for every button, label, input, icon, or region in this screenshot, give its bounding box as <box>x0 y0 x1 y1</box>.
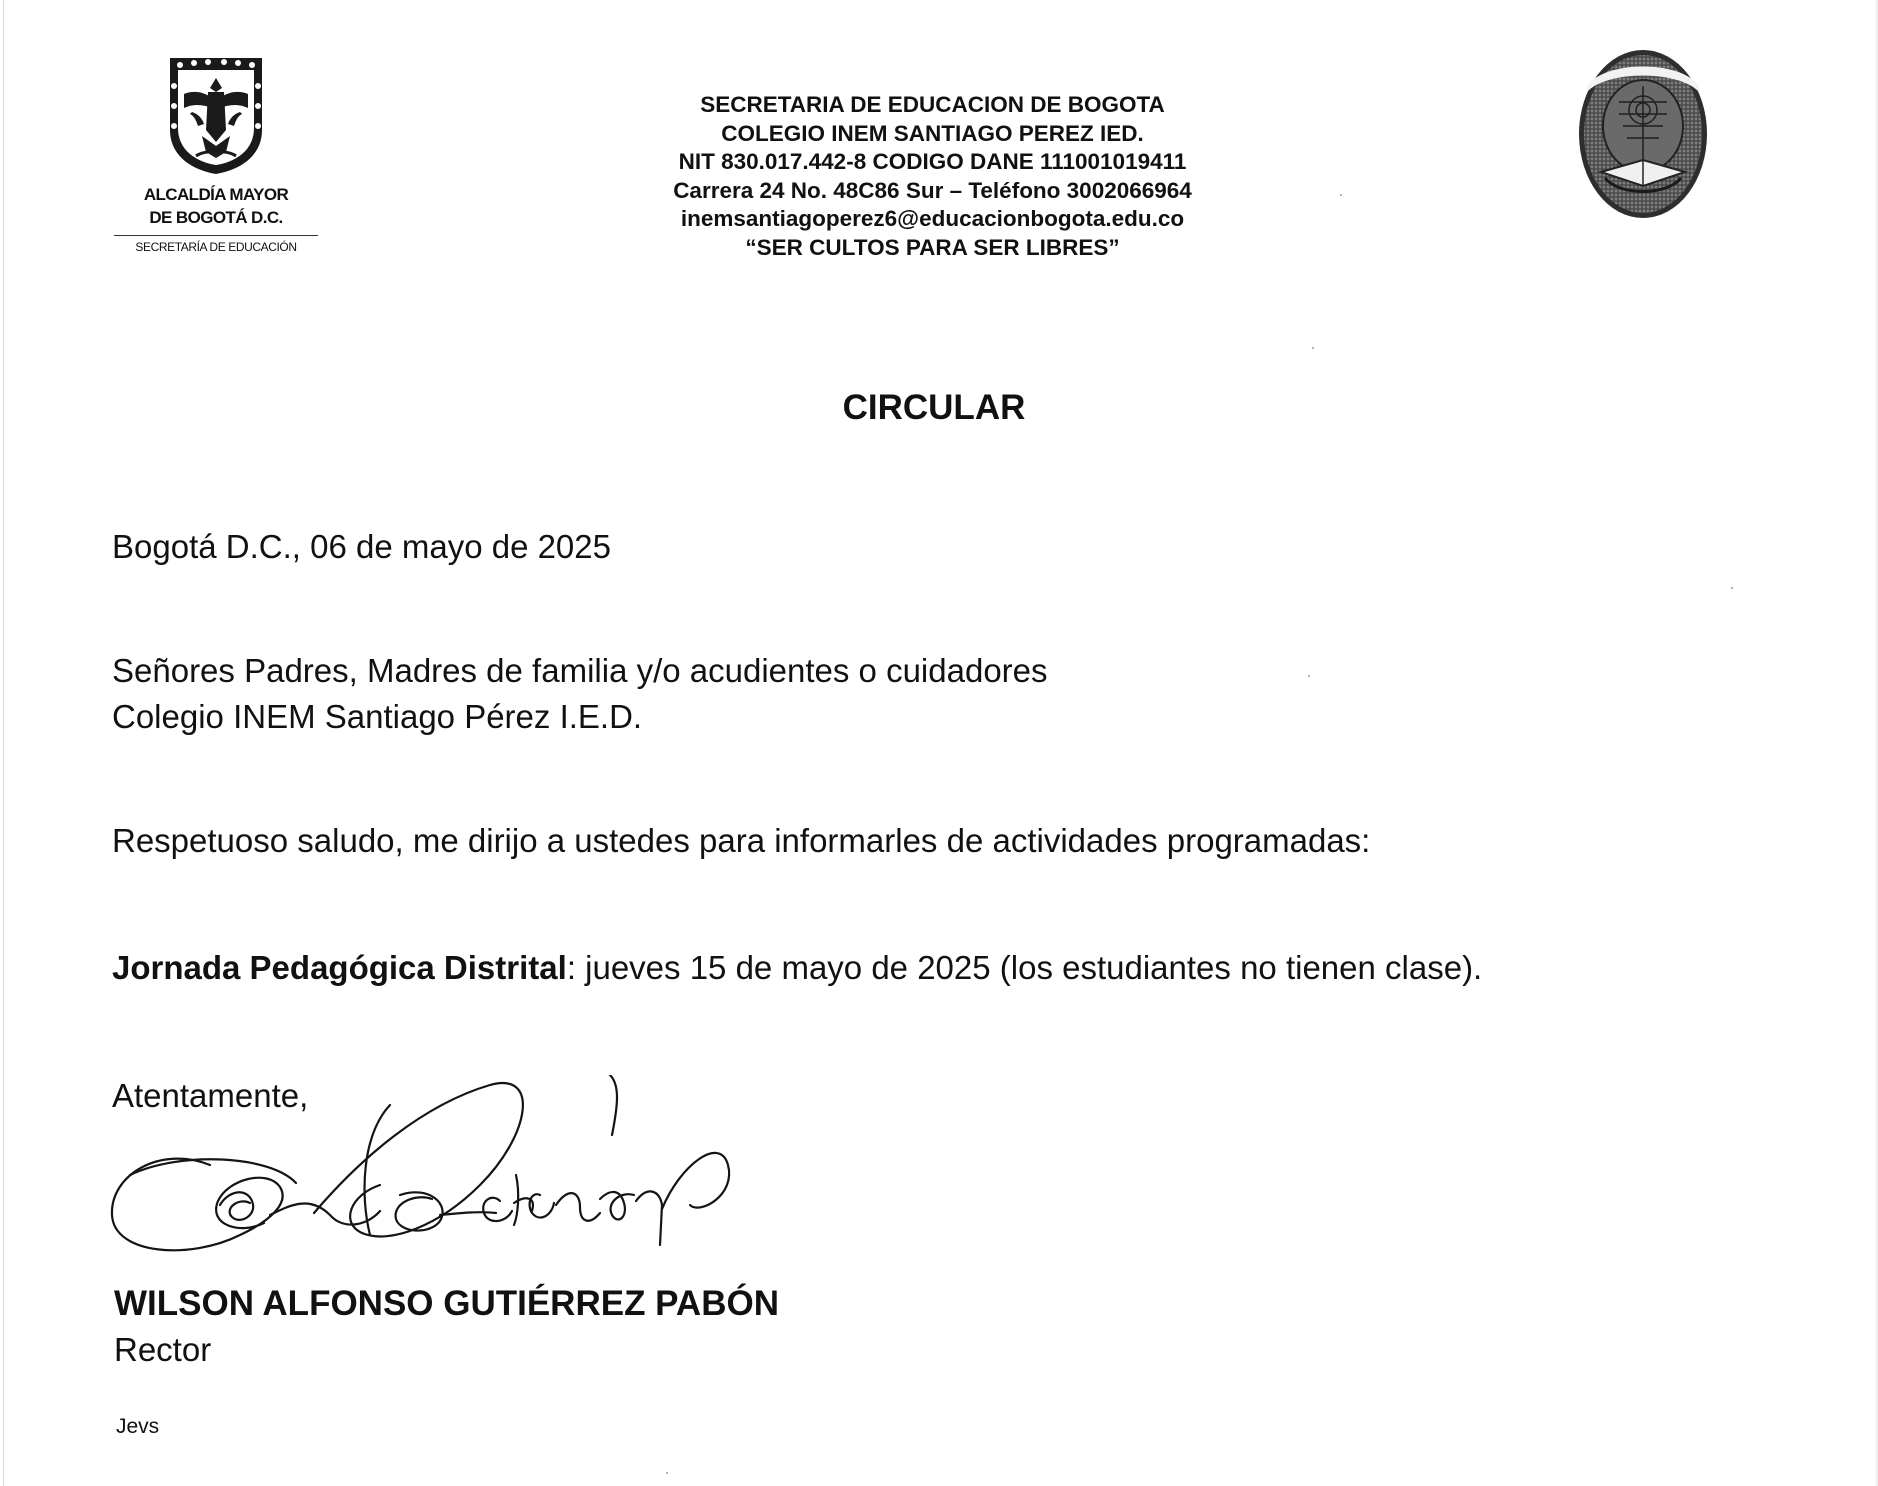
letterhead-line-nit: NIT 830.017.442-8 CODIGO DANE 111001019411 <box>678 149 1187 174</box>
addressee-line-2: Colegio INEM Santiago Pérez I.E.D. <box>112 698 643 735</box>
letterhead-line-address: Carrera 24 No. 48C86 Sur – Teléfono 3002066964 <box>673 177 1192 203</box>
crest-line-secretaria: SECRETARÍA DE EDUCACIÓN <box>135 240 297 254</box>
letterhead-text <box>600 91 1265 262</box>
letterhead-line-secretaria: SECRETARIA DE EDUCACION DE BOGOTA <box>700 92 1165 117</box>
greeting-paragraph: Respetuoso saludo, me dirijo a ustedes para informarles de actividades programadas: <box>112 822 1371 859</box>
event-name: Jornada Pedagógica Distrital <box>112 949 567 986</box>
letterhead-line-motto: “SER CULTOS PARA SER LIBRES” <box>745 234 1120 260</box>
letterhead-line-colegio: COLEGIO INEM SANTIAGO PEREZ IED. <box>721 120 1144 146</box>
signer-name: WILSON ALFONSO GUTIÉRREZ PABÓN <box>114 1284 779 1323</box>
scan-speck <box>1308 675 1310 677</box>
scan-speck <box>1731 587 1733 589</box>
school-emblem-icon <box>1575 46 1711 222</box>
signer-role: Rector <box>114 1331 212 1368</box>
page-edge-right <box>1874 0 1878 1486</box>
event-detail: : jueves 15 de mayo de 2025 (los estudiantes no tienen clase). <box>566 949 1483 986</box>
scan-speck <box>1312 347 1314 349</box>
page-edge-left <box>3 0 4 1486</box>
handwritten-signature <box>100 1075 760 1295</box>
scan-speck <box>1340 194 1342 196</box>
letterhead-line-email: inemsantiagoperez6@educacionbogota.edu.co <box>680 206 1185 231</box>
crest-divider <box>114 235 318 236</box>
addressee-line-1: Señores Padres, Madres de familia y/o acudientes o cuidadores <box>112 652 1048 689</box>
bogota-coat-of-arms-icon <box>162 52 270 176</box>
alcaldia-crest <box>110 52 322 262</box>
event-line <box>112 949 1482 987</box>
crest-line-alcaldia: ALCALDÍA MAYOR <box>143 185 289 204</box>
document-title: CIRCULAR <box>842 388 1026 427</box>
closing-line: Atentamente, <box>112 1077 309 1114</box>
scan-speck <box>666 1472 668 1474</box>
crest-line-bogota: DE BOGOTÁ D.C. <box>149 208 283 227</box>
transcriber-initials: Jevs <box>116 1415 160 1438</box>
date-line: Bogotá D.C., 06 de mayo de 2025 <box>112 528 611 565</box>
